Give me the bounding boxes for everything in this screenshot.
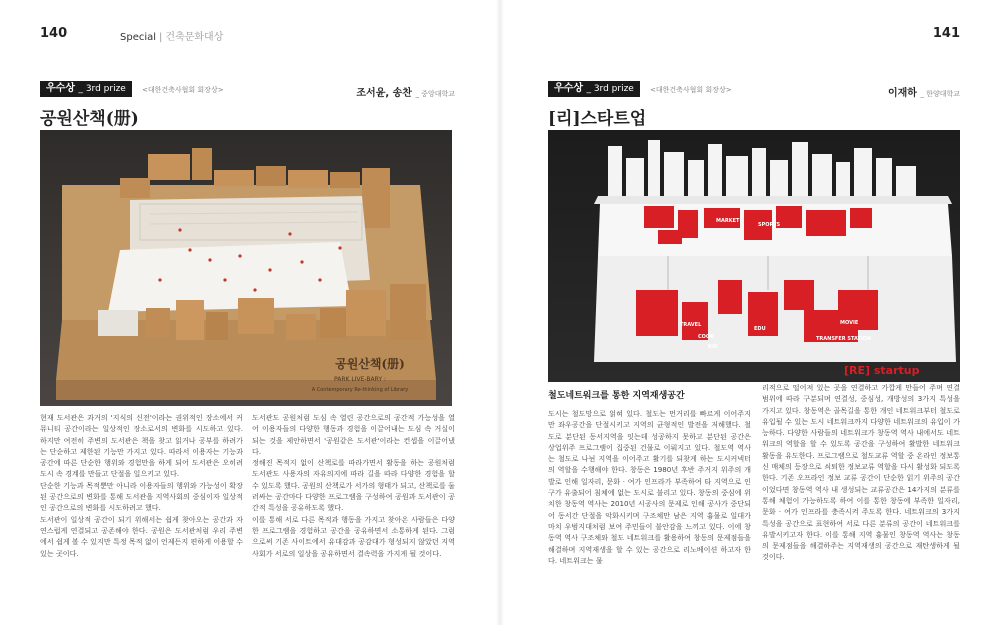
body-column-1: 도시는 철도망으로 얽혀 있다. 철도는 먼거리를 빠르게 이어주지만 좌우공간을 단절시키고 지역의 균형적인 발전을 저해했다. 철도로 분단된 동서지역을 잇는데 성공하지 못하고 분단된 공간은 상업위주 프로그램이 집중된 건물로 이뤄지고 있다. 철도역 역사는 철도로 나뉜 지역을 이어주고 활기를 되찾게 하는 도시커넥터의 역할을 수행해야 한다. 창동은 1980년 후반 주거지 위주의 개발로 인해 일자리, 문화 · 여가 인프라가 부족하여 타 지역으로 인구가 유출되어 침체에 없는 도시로 불리고 있다. 창동의 중심에 위치한 창동역 역사는 2010년 시공사의 문제로 인해 공사가 중단되어 동서간 단절을 악화시키며 구조체만 남은 지역 흉물로 일대가 마치 우범지대처럼 보여 주민들이 불안감을 느끼고 있다. 이에 창동역 역사 구조체와 철도 네트워크를 활용하여 창동의 문제점들을 해결하며 지역재생을 할 수 있는 공간으로 리노베이션 하고자 한다. 네트워크는 물	[548, 409, 751, 565]
section-subtitle: 건축문화대상	[165, 32, 224, 43]
model-label-cook: COOK	[698, 334, 715, 340]
article-title: 공원산책(册)	[40, 109, 139, 129]
model-sign-title: 공원산책(册)	[335, 357, 405, 371]
right-page	[500, 0, 1000, 625]
author-name: 이재하	[887, 88, 917, 99]
author-school: _ 한양대학교	[920, 90, 960, 98]
prize-badge	[548, 81, 640, 97]
prize-en: _ 3rd prize	[586, 84, 634, 94]
model-label-kid: KID	[708, 344, 718, 350]
model-label-edu: EDU	[754, 326, 766, 332]
award-assoc: <대한건축사협회 회장상>	[142, 86, 224, 94]
startup-model-illustration	[548, 130, 960, 382]
award-assoc: <대한건축사협회 회장상>	[650, 86, 732, 94]
model-photo	[40, 130, 452, 406]
model-label-sports: SPORTS	[758, 222, 781, 228]
body-column-2: 도서관도 공원처럼 도심 속 열린 공간으로의 공간적 가능성을 열어 이용자들의 다양한 행동과 경험을 이끌어내는 도심 속 거실이 되는 것을 제안하면서 '공원같은 도서관'이라는 컨셉을 이끌어냈다. 정해진 목적지 없이 산책로를 따라가면서 활동을 하는 공원처럼 도서관도 사용자의 자유의지에 따라 길을 따라 다양한 경험을 할 수 있도록 했다. 공원의 산책로가 서가의 형태가 되고, 산책로를 둘러싸는 공간마다 다양한 프로그램을 구성하여 공원과 도서관이 공간적 특성을 공유하도록 했다. 이를 통해 서로 다른 목적과 행동을 가지고 찾아온 사람들은 다양한 프로그램을 경험하고 공간을 공유하면서 소통하게 된다. 그럼으로써 기존 사이트에서 유대감과 공감대가 형성되지 않았던 지역사회가 서로의 일상을 공유하면서 결속력을 가지게 될 것이다.	[252, 413, 455, 558]
section-header	[120, 28, 223, 43]
article-title: [리]스타트업	[548, 109, 647, 129]
author-line	[888, 84, 960, 99]
author-school: _ 중앙대학교	[415, 90, 455, 98]
prize-en: _ 3rd prize	[78, 84, 126, 94]
library-model-illustration	[40, 130, 452, 406]
body-column-1: 현재 도서관은 과거의 '지식의 신전'이라는 권위적인 장소에서 커뮤니티 공간이라는 일상적인 장소로서의 변화를 시도하고 있다. 하지만 여전히 주변의 도서관은 책을 찾고 읽거나 공부를 하려가는 단순하고 제한된 기능만 가지고 있다. 따라서 이용자는 기능과 공간에 따른 단순한 행위와 경험만을 하게 되어 도서관은 오히려 도시 속 경계를 만들고 단절을 일으키고 있다. 단순한 기능과 목적뿐만 아니라 이용자들의 행위와 가능성이 확장된 공간으로의 변화를 통해 도서관을 지역사회의 중심이자 일상적인 공간으로의 변화를 시도하려고 했다. 도서관이 일상적 공간이 되기 위해서는 쉽게 찾아오는 공간과 자연스럽게 연결되고 공존해야 한다. 공원은 도서관처럼 우리 주변에서 쉽게 볼 수 있지만 특정 목적 없이 언제든지 편하게 이용할 수 있는 곳이다.	[40, 413, 243, 558]
model-label-market: MARKET	[716, 218, 740, 224]
author-name: 조서윤, 송찬	[356, 88, 412, 99]
model-photo	[548, 130, 960, 382]
prize-label: 우수상	[46, 83, 75, 94]
model-logo: [RE] startup	[844, 364, 920, 377]
model-sign-en2: A Contemporary Re-thinking of Library	[311, 387, 409, 393]
prize-label: 우수상	[554, 83, 583, 94]
model-sign-en1: PARK LIVE-BARY :	[334, 376, 386, 383]
model-label-movie: MOVIE	[840, 320, 859, 326]
model-label-travel: TRAVEL	[680, 322, 702, 328]
prize-badge	[40, 81, 132, 97]
page-number: 140	[40, 26, 68, 41]
model-label-transfer: TRANSFER STATION	[816, 336, 872, 342]
section-separator: |	[159, 32, 163, 43]
section-title: Special	[120, 32, 157, 43]
body-column-2: 리적으로 떨어져 있는 곳을 연결하고 가깝게 만들어 주며 연결 범위에 따라 구분되며 연결성, 중심성, 개방성의 3가지 특성을 가지고 있다. 창동역은 골목길을 통한 개인 네트워크부터 철도로 유입될 수 있는 도시 네트워크까지 다양한 네트워크의 유입이 가능하다. 다양한 사람들의 네트워크가 창동역 역사 내에서도 네트워크의 역할을 할 수 있도록 공간을 구성하여 활발한 네트워크 활동을 유도한다. 프로그램으로 철도교류 역할 중 온라인 정보통신 매체의 등장으로 쇠퇴한 정보교류 역할을 다시 활성화 되도록 한다. 기존 오프라인 정보 교류 공간이 단순한 읽기 위주의 공간이었다면 창동역 역사 내 생성되는 교류공간은 14가지의 분류를 통해 체험이 가능하도록 하여 이를 통한 창동에 부족한 일자리, 문화 · 여가 인프라를 충족시켜 주도록 한다. 네트워크의 3가지 특성을 공간으로 표현하여 서로 다른 분류의 공간이 네트워크를 유발시키고자 한다. 이를 통해 지역 흉물인 창동역 역사는 창동의 문제점들을 해결하주는 지역재생의 공간으로 재탄생하게 될 것이다.	[762, 383, 960, 562]
page-number: 141	[932, 26, 960, 41]
author-line	[356, 84, 455, 99]
article-subhead: 철도네트워크를 통한 지역재생공간	[548, 391, 685, 401]
